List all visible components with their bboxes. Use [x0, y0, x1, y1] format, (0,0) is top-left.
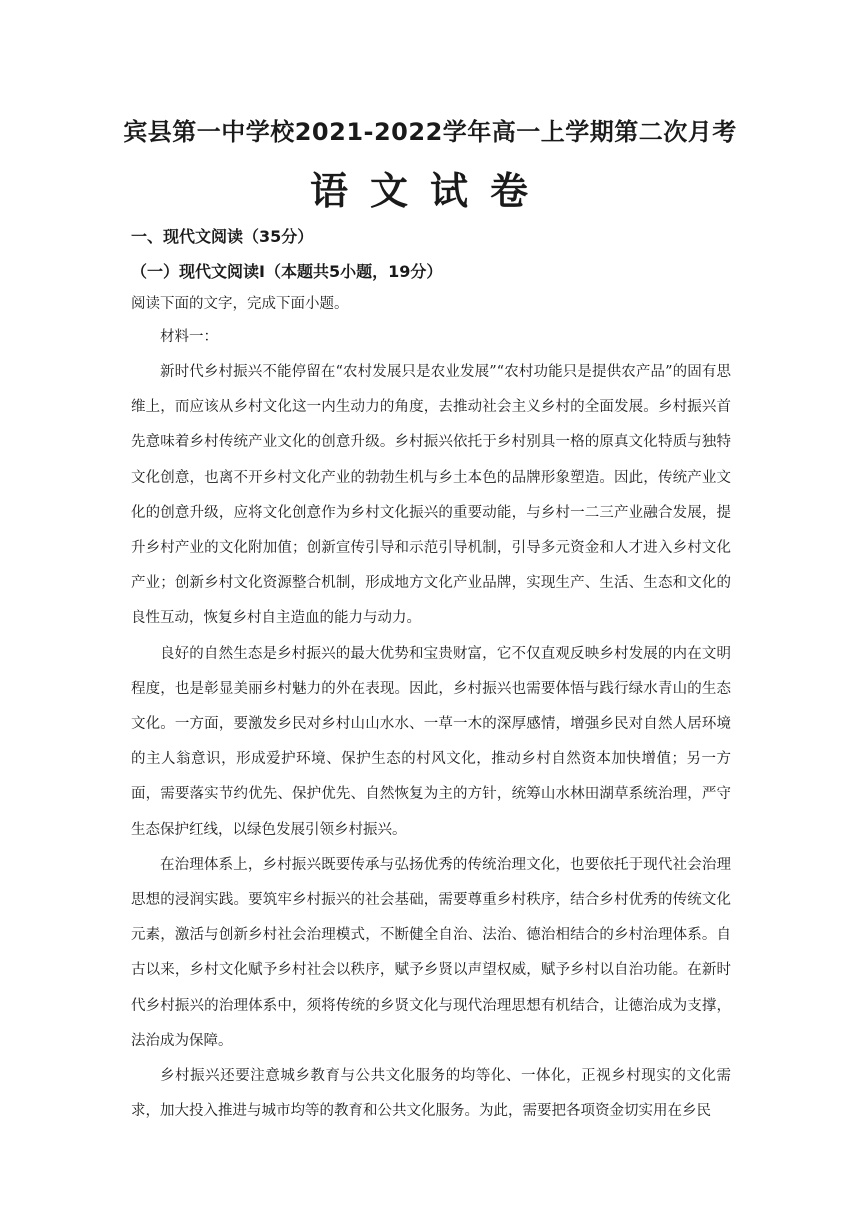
- exam-subtitle: 语文试卷: [309, 169, 550, 213]
- section-heading: 一、现代文阅读（35分）: [131, 227, 314, 246]
- exam-title: 宾县第一中学校2021-2022学年高一上学期第二次月考: [123, 118, 737, 146]
- paragraph: 在治理体系上，乡村振兴既要传承与弘扬优秀的传统治理文化，也要依托于现代社会治理思想的浸润实践。要筑牢乡村振兴的社会基础，需要尊重乡村秩序，结合乡村优秀的传统文化元素，激活与创新乡村社会治理模式，不断健全自治、法治、德治相结合的乡村治理体系。自古以来，乡村文化赋予乡村社会以秩序，赋予乡贤以声望权威，赋予乡村以自治功能。在新时代乡村振兴的治理体系中，须将传统的乡贤文化与现代治理思想有机结合，让德治成为支撑，法治成为保障。: [131, 856, 731, 1049]
- paragraph: 乡村振兴还要注意城乡教育与公共文化服务的均等化、一体化，正视乡村现实的文化需求，加大投入推进与城市均等的教育和公共文化服务。为此，需要把各项资金切实用在乡民: [131, 1068, 731, 1120]
- instruction-text: 阅读下面的文字，完成下面小题。: [131, 296, 349, 312]
- material-label: 材料一：: [160, 329, 218, 345]
- passage-body: [131, 355, 731, 1129]
- paragraph: 新时代乡村振兴不能停留在“农村发展只是农业发展”“农村功能只是提供农产品”的固有思维上，而应该从乡村文化这一内生动力的角度，去推动社会主义乡村的全面发展。乡村振兴首先意味着乡村传统产业文化的创意升级。乡村振兴依托于乡村别具一格的原真文化特质与独特文化创意，也离不开乡村文化产业的勃勃生机与乡土本色的品牌形象塑造。因此，传统产业文化的创意升级，应将文化创意作为乡村文化振兴的重要动能，与乡村一二三产业融合发展，提升乡村产业的文化附加值；创新宣传引导和示范引导机制，引导多元资金和人才进入乡村文化产业；创新乡村文化资源整合机制，形成地方文化产业品牌，实现生产、生活、生态和文化的良性互动，恢复乡村自主造血的能力与动力。: [131, 364, 731, 627]
- paragraph: 良好的自然生态是乡村振兴的最大优势和宝贵财富，它不仅直观反映乡村发展的内在文明程度，也是彰显美丽乡村魅力的外在表现。因此，乡村振兴也需要体悟与践行绿水青山的生态文化。一方面，要激发乡民对乡村山山水水、一草一木的深厚感情，增强乡民对自然人居环境的主人翁意识，形成爱护环境、保护生态的村风文化，推动乡村自然资本加快增值；另一方面，需要落实节约优先、保护优先、自然恢复为主的方针，统筹山水林田湖草系统治理，严守生态保护红线，以绿色发展引领乡村振兴。: [131, 645, 731, 838]
- section-subheading: （一）现代文阅读Ⅰ（本题共5小题，19分）: [131, 262, 443, 281]
